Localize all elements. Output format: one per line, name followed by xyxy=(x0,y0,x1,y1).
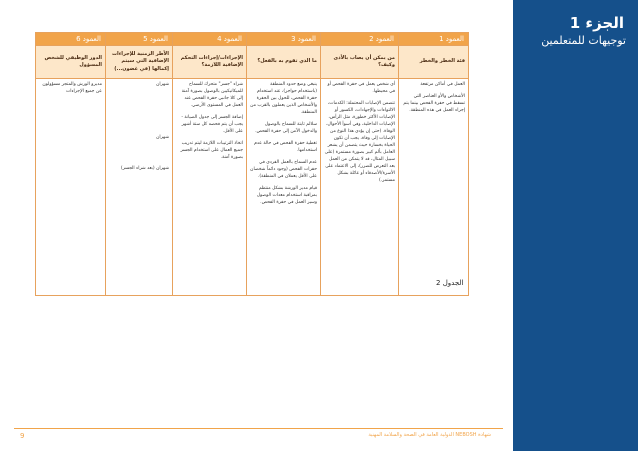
table-cell xyxy=(247,79,321,296)
cell-paragraph: عدم السماح بالعمل الفردي في حفرات الفحص (وجود دائماً شخصان على الأقل يعملان في المنطقة). xyxy=(250,159,317,179)
cell-paragraph: مديرو الورش والمتجر مسؤولون عن جميع الإجراءات xyxy=(42,82,102,94)
table-cell xyxy=(173,79,247,296)
table-cell xyxy=(36,79,106,296)
column-number: العمود 6 xyxy=(36,33,106,46)
column-header: من يمكن أن يصاب بالأذى وكيف؟ xyxy=(321,46,399,79)
column-number: العمود 1 xyxy=(399,33,469,46)
cell-paragraph: سلالم ثابتة للسماح بالوصول والدخول الآمن إلى حفرة الفحص. xyxy=(255,121,317,134)
column-header: فئة الخطر والخطر xyxy=(399,46,469,79)
cell-paragraph: قيام مدير الورشة بشكل منتظم بمراقبة استخدام معدات الوصول وسير العمل في حفرة الفحص. xyxy=(256,185,317,205)
column-number: العمود 2 xyxy=(321,33,399,46)
sidebar-panel xyxy=(513,0,638,451)
column-header: الدور الوظيفي للشخص المسؤول xyxy=(36,46,106,79)
cell-paragraph: الأشخاص والأو العناصر التي تسقط في حفرة الفحص بينما يتم إجراء العمل في هذه المنطقة. xyxy=(403,93,465,113)
table-caption: الجدول 2 xyxy=(436,279,464,287)
footer-text: شهادة NEBOSH الدولية العامة في الصحة والسلامة المهنية xyxy=(368,432,491,438)
column-number: العمود 4 xyxy=(173,33,247,46)
cell-paragraph: تتضمن الإصابات المحتملة: الكدمات، الالتواءات والإجهادات، الكسور أو الإصابات الأكثر خطورة، مثل الرأس، الإصابات الداخلية، وفي أسوأ الأحوال، الوفاة. (حتى إن يؤدي هذا النوع من الإصابات إلى وفاة، يجب أن تكون الحياة بخسارة حيث يتضمن أن يشعر العامل بألم كبير بصورة مستمرة (على سبيل المثال، قد لا يتمكن من العمل بعد التعرض للضرر)، إلى الاعتماد على الأسرة/الأصدقاء أو عائلة بشكل مستمر.) xyxy=(324,100,395,183)
risk-assessment-table xyxy=(35,32,469,296)
cell-paragraph: تغطية حفرة الفحص في حالة عدم استخدامها. xyxy=(254,140,317,153)
table-cell xyxy=(106,79,173,296)
section-subtitle: توجيهات للمتعلمين xyxy=(541,34,626,47)
cell-paragraph: شهران xyxy=(156,134,169,140)
cell-paragraph: أي شخص يعمل في حفرة الفحص أو في محيطها. xyxy=(327,82,395,94)
cell-paragraph: اتخاذ الترتيبات اللازمة ليتم تدريب جميع العمال على استخدام الجسر بصورة آمنة. xyxy=(180,140,243,160)
part-title: الجزء 1 xyxy=(569,14,624,32)
column-header: ما الذي تقوم به بالفعل؟ xyxy=(247,46,321,79)
risk-table-wrapper xyxy=(36,32,469,296)
cell-paragraph: شراء "جسر" متحرك للسماح للميكانيكيين بالوصول بصورة آمنة إلى كلا جانبي حفرة الفحص عند العمل في المستوى الأرضي. xyxy=(181,82,243,108)
cell-paragraph: شهران xyxy=(156,82,169,87)
cell-paragraph: ينبغي وضع حدود المنطقة (باستخدام حواجز)، عند استخدام حفرة الفحص، للحول بين الحفرة والأشخاص الذين يعملون بالقرب من المنطقة. xyxy=(250,82,317,115)
table-cell xyxy=(399,79,469,296)
table-cell xyxy=(321,79,399,296)
column-number: العمود 5 xyxy=(106,33,173,46)
cell-paragraph: العمل في أماكن مرتفعة xyxy=(420,82,465,87)
table-row xyxy=(36,79,469,296)
column-number: العمود 3 xyxy=(247,33,321,46)
cell-paragraph: شهران (بعد شراء الجسر) xyxy=(120,165,169,171)
page-number: 9 xyxy=(20,432,25,440)
column-header: الأطر الزمنية للإجراءات الإضافية التي سيتم إكمالها (في غضون...) xyxy=(106,46,173,79)
cell-paragraph: إضافة الجسر إلى جدول الصيانة - يجب أن يتم فحصه كل ستة أشهر على الأقل. xyxy=(181,114,243,134)
column-header: الإجراءات/إجراءات التحكم الإضافية اللازمة؟ xyxy=(173,46,247,79)
footer-divider xyxy=(14,428,503,429)
